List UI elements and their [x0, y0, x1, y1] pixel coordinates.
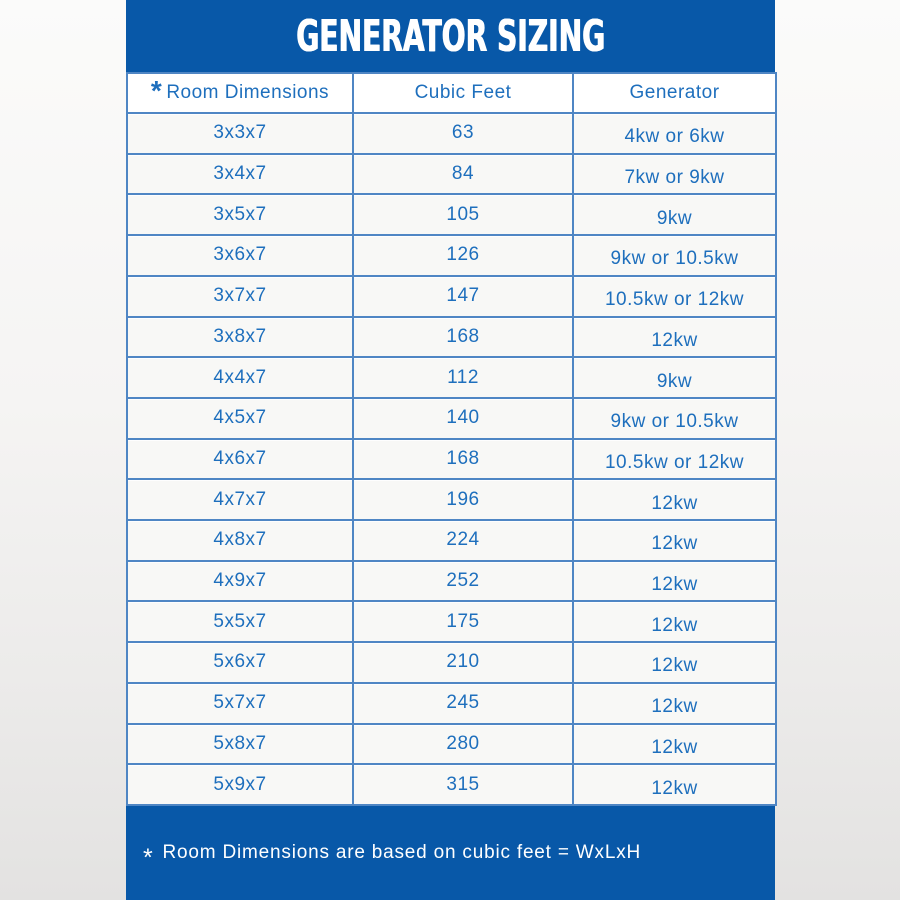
cell-room-dimensions — [127, 764, 353, 805]
generator-value: 4kw or 6kw — [624, 126, 725, 148]
header-row — [127, 73, 776, 113]
table-row — [127, 561, 776, 602]
cubic-feet-value: 105 — [446, 203, 480, 225]
cell-cubic-feet — [353, 520, 573, 561]
cubic-feet-value: 315 — [446, 773, 480, 795]
table-body — [127, 113, 776, 805]
cell-generator — [573, 398, 776, 439]
generator-value: 12kw — [651, 777, 698, 799]
table-row — [127, 235, 776, 276]
cell-room-dimensions — [127, 276, 353, 317]
cubic-feet-value: 84 — [451, 163, 475, 185]
generator-value: 12kw — [651, 574, 698, 596]
col-header-cubic-feet-label: Cubic Feet — [414, 82, 512, 103]
cell-room-dimensions — [127, 398, 353, 439]
generator-value: 7kw or 9kw — [624, 167, 725, 189]
cell-generator — [573, 724, 776, 765]
cubic-feet-value: 63 — [451, 122, 475, 144]
cubic-feet-value: 210 — [446, 651, 480, 673]
generator-value: 9kw or 10.5kw — [610, 248, 739, 270]
table-header — [127, 73, 776, 113]
room-dimensions-value: 5x7x7 — [213, 692, 267, 714]
room-dimensions-value: 3x5x7 — [213, 203, 267, 225]
cell-cubic-feet — [353, 317, 573, 358]
cell-generator — [573, 561, 776, 602]
cubic-feet-value: 147 — [446, 285, 480, 307]
generator-value: 9kw — [656, 370, 693, 392]
room-dimensions-value: 3x4x7 — [213, 163, 267, 185]
cell-cubic-feet — [353, 357, 573, 398]
col-header-room-dimensions-label: Room Dimensions — [166, 82, 330, 103]
cell-room-dimensions — [127, 479, 353, 520]
room-dimensions-value: 3x3x7 — [213, 122, 267, 144]
cubic-feet-value: 252 — [446, 570, 480, 592]
cubic-feet-value: 168 — [446, 325, 480, 347]
sizing-table — [126, 72, 777, 806]
cubic-feet-value: 245 — [446, 692, 480, 714]
cell-cubic-feet — [353, 276, 573, 317]
cell-room-dimensions — [127, 642, 353, 683]
table-row — [127, 683, 776, 724]
room-dimensions-value: 5x6x7 — [213, 651, 267, 673]
room-dimensions-value: 4x6x7 — [213, 447, 267, 469]
cubic-feet-value: 126 — [446, 244, 480, 266]
table-row — [127, 398, 776, 439]
cubic-feet-value: 112 — [447, 366, 479, 388]
cell-generator — [573, 317, 776, 358]
table-row — [127, 154, 776, 195]
cell-room-dimensions — [127, 194, 353, 235]
cell-cubic-feet — [353, 601, 573, 642]
cell-cubic-feet — [353, 764, 573, 805]
cell-generator — [573, 276, 776, 317]
cell-cubic-feet — [353, 398, 573, 439]
table-row — [127, 642, 776, 683]
cell-room-dimensions — [127, 520, 353, 561]
asterisk-marker: * — [150, 75, 163, 106]
cubic-feet-value: 140 — [446, 407, 480, 429]
cell-generator — [573, 194, 776, 235]
table-row — [127, 439, 776, 480]
cell-cubic-feet — [353, 439, 573, 480]
cell-generator — [573, 764, 776, 805]
room-dimensions-value: 4x4x7 — [213, 366, 267, 388]
cell-generator — [573, 479, 776, 520]
room-dimensions-value: 3x7x7 — [213, 285, 267, 307]
title-band — [126, 0, 775, 72]
cell-room-dimensions — [127, 601, 353, 642]
table-row — [127, 357, 776, 398]
cell-generator — [573, 235, 776, 276]
cell-cubic-feet — [353, 724, 573, 765]
footnote: * Room Dimensions are based on cubic feet = WxLxH — [143, 842, 642, 872]
room-dimensions-value: 3x6x7 — [213, 244, 267, 266]
col-header-generator-label: Generator — [629, 82, 720, 103]
generator-value: 12kw — [651, 492, 698, 514]
cell-room-dimensions — [127, 683, 353, 724]
col-header-cubic-feet — [353, 73, 573, 113]
generator-value: 10.5kw or 12kw — [604, 451, 744, 473]
cell-cubic-feet — [353, 561, 573, 602]
cell-room-dimensions — [127, 724, 353, 765]
table-row — [127, 479, 776, 520]
generator-value: 12kw — [651, 614, 698, 636]
table-row — [127, 317, 776, 358]
room-dimensions-value: 4x7x7 — [213, 488, 267, 510]
cell-room-dimensions — [127, 439, 353, 480]
col-header-room-dimensions — [127, 73, 353, 113]
room-dimensions-value: 4x8x7 — [213, 529, 267, 551]
generator-value: 12kw — [651, 696, 698, 718]
cubic-feet-value: 168 — [446, 447, 480, 469]
cubic-feet-value: 175 — [446, 610, 480, 632]
page-title: GENERATOR SIZING — [295, 10, 605, 62]
generator-value: 12kw — [651, 736, 698, 758]
cell-room-dimensions — [127, 357, 353, 398]
cell-room-dimensions — [127, 113, 353, 154]
col-header-generator — [573, 73, 776, 113]
cubic-feet-value: 196 — [446, 488, 480, 510]
cell-cubic-feet — [353, 235, 573, 276]
cell-generator — [573, 601, 776, 642]
table-row — [127, 194, 776, 235]
cell-generator — [573, 357, 776, 398]
cubic-feet-value: 224 — [446, 529, 480, 551]
generator-value: 12kw — [651, 655, 698, 677]
table-row — [127, 764, 776, 805]
table-row — [127, 276, 776, 317]
room-dimensions-value: 5x9x7 — [213, 773, 267, 795]
cell-room-dimensions — [127, 154, 353, 195]
generator-value: 12kw — [651, 533, 698, 555]
cell-generator — [573, 642, 776, 683]
room-dimensions-value: 4x9x7 — [213, 570, 267, 592]
table-row — [127, 724, 776, 765]
table-row — [127, 601, 776, 642]
room-dimensions-value: 3x8x7 — [213, 325, 267, 347]
generator-sizing-panel — [126, 0, 775, 900]
table-row — [127, 520, 776, 561]
room-dimensions-value: 5x5x7 — [213, 610, 267, 632]
cell-generator — [573, 154, 776, 195]
cell-cubic-feet — [353, 683, 573, 724]
room-dimensions-value: 5x8x7 — [213, 732, 267, 754]
footnote-text: Room Dimensions are based on cubic feet = WxLxH — [162, 842, 642, 863]
generator-value: 10.5kw or 12kw — [604, 289, 744, 311]
cell-generator — [573, 439, 776, 480]
cell-room-dimensions — [127, 317, 353, 358]
cell-cubic-feet — [353, 154, 573, 195]
generator-value: 9kw or 10.5kw — [610, 411, 739, 433]
cell-generator — [573, 520, 776, 561]
cell-generator — [573, 683, 776, 724]
cell-generator — [573, 113, 776, 154]
cell-cubic-feet — [353, 194, 573, 235]
cell-cubic-feet — [353, 113, 573, 154]
room-dimensions-value: 4x5x7 — [213, 407, 267, 429]
cubic-feet-value: 280 — [446, 732, 480, 754]
cell-room-dimensions — [127, 561, 353, 602]
generator-value: 9kw — [656, 207, 693, 229]
table-row — [127, 113, 776, 154]
generator-value: 12kw — [651, 329, 698, 351]
cell-cubic-feet — [353, 642, 573, 683]
cell-room-dimensions — [127, 235, 353, 276]
cell-cubic-feet — [353, 479, 573, 520]
